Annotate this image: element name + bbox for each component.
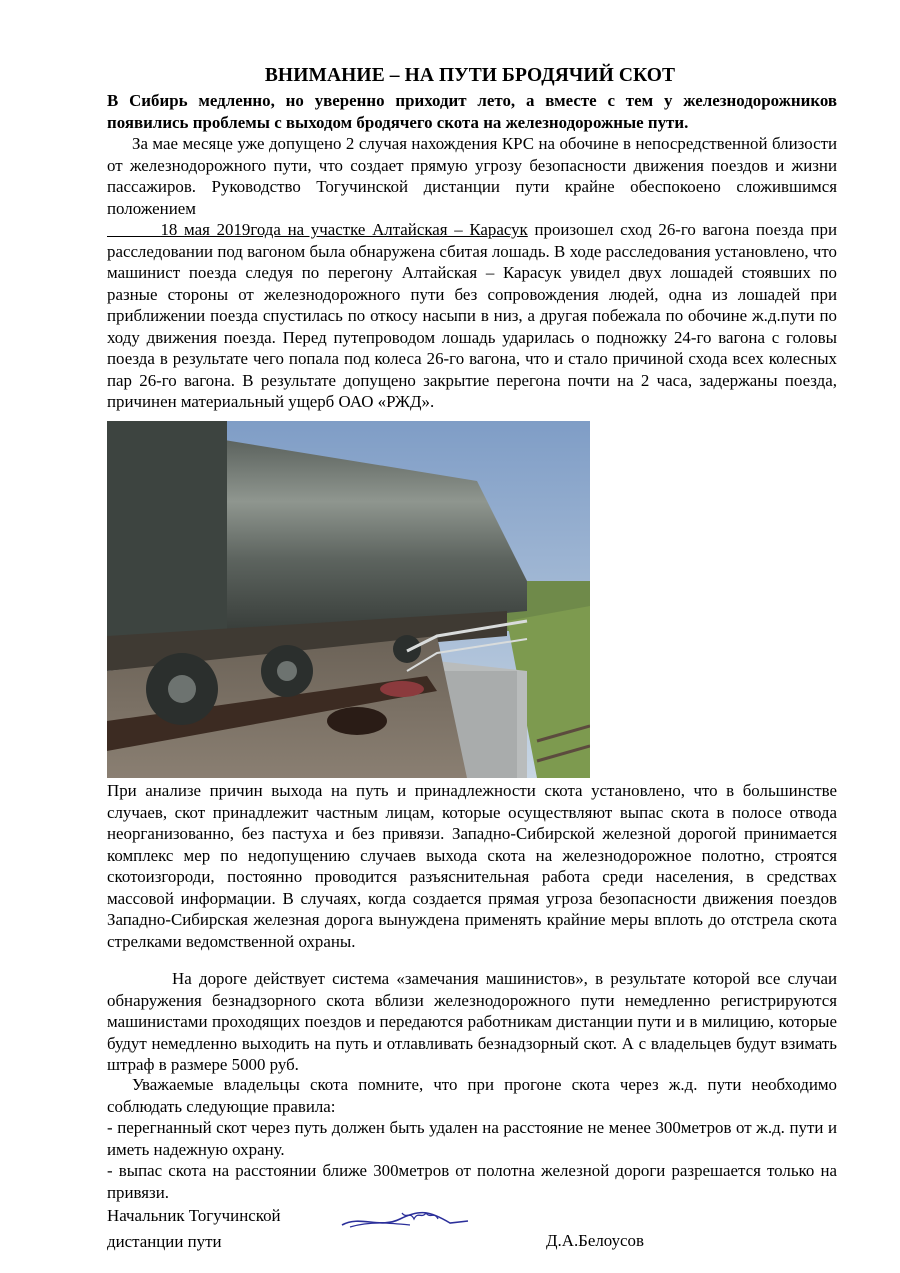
- paragraph-3: При анализе причин выхода на путь и принадлежности скота установлено, что в большинстве случаев, скот принадлежит частным лицам, которые осуществляют выпас скота в полосе отвода неорганизованно, без пастуха и без привязи. Западно-Сибирской железной дорогой принимается комплекс мер по недопущению случаев выхода скота на железнодорожное полотно, строятся скотоизгороди, постоянно проводится разъяснительная работа среди населения, в средствах массовой информации. В случаях, когда создается прямая угроза безопасности движения поездов Западно-Сибирская железная дорога вынуждена применять крайние меры вплоть до отстрела скота стрелками ведомственной охраны.: [107, 781, 837, 951]
- incident-description: произошел сход 26-го вагона поезда при расследовании под вагоном была обнаружена сбитая лошадь. В ходе расследования установлено, что машинист поезда следуя по перегону Алтайская – Карасук увидел двух лошадей стоявших по разные стороны от железнодорожного пути без сопровождения людей, одна из лошадей при приближении поезда спустилась по откосу насыпи в низ, а другая побежала по обочине ж.д.пути по ходу движения поезда. Перед путепроводом лошадь ударилась о подножку 24-го вагона с головы поезда в результате чего попала под колеса 26-го вагона, что и стало причиной схода всех колесных пар 26-го вагона. В результате допущено закрытие перегона почти на 2 часа, задержаны поезда, причинен материальный ущерб ОАО «РЖД».: [107, 220, 838, 411]
- page-title: ВНИМАНИЕ – НА ПУТИ БРОДЯЧИЙ СКОТ: [264, 65, 676, 86]
- derailment-photo: [107, 421, 590, 778]
- signer-name: Д.А.Белоусов: [546, 1231, 644, 1250]
- lead-paragraph: В Сибирь медленно, но уверенно приходит лето, а вместе с тем у железнодорожников появились проблемы с выходом бродячего скота на железнодорожные пути.: [107, 91, 837, 132]
- signer-title-line2: дистанции пути: [107, 1232, 222, 1251]
- paragraph-1: За мае месяце уже допущено 2 случая нахождения КРС на обочине в непосредственной близости от железнодорожного пути, что создает прямую угрозу безопасности движения поездов и жизни пассажиров. Руководство Тогучинской дистанции пути крайне обеспокоено сложившимся положением: [107, 134, 837, 218]
- signer-title-line1: Начальник Тогучинской: [107, 1206, 281, 1225]
- rule-1: - перегнанный скот через путь должен быть удален на расстояние не менее 300метров от ж.д. пути и иметь надежную охрану.: [107, 1118, 837, 1159]
- paragraph-2: [107, 219, 837, 413]
- incident-date-location: 18 мая 2019года на участке Алтайская – Карасук: [160, 220, 528, 239]
- handwritten-signature: [340, 1205, 470, 1241]
- paragraph-5: Уважаемые владельцы скота помните, что при прогоне скота через ж.д. пути необходимо соблюдать следующие правила:: [107, 1075, 837, 1116]
- rule-2: - выпас скота на расстоянии ближе 300метров от полотна железной дороги разрешается только на привязи.: [107, 1161, 837, 1202]
- paragraph-4: На дороге действует система «замечания машинистов», в результате которой все случаи обнаружения безнадзорного скота вблизи железнодорожного пути немедленно регистрируются машинистами проходящих поездов и передаются работникам дистанции пути и в милицию, которые будут немедленно выходить на путь и отлавливать безнадзорный скот. А с владельцев будут взимать штраф в размере 5000 руб.: [107, 969, 837, 1074]
